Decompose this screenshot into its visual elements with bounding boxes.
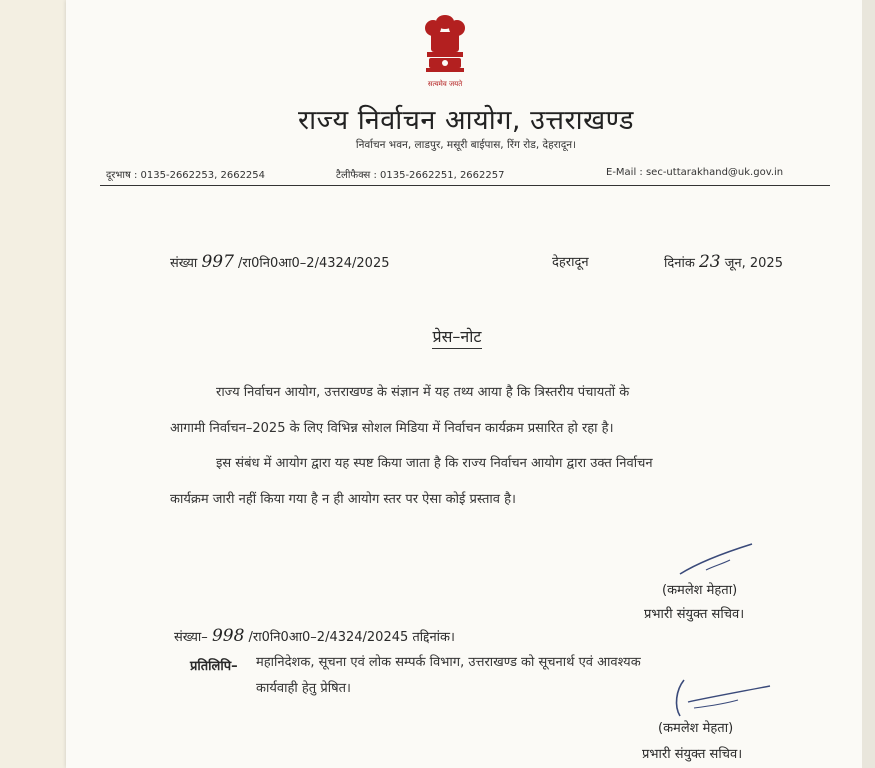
copy-reference-number bbox=[174, 626, 455, 646]
date-month-year: जून, 2025 bbox=[724, 256, 783, 271]
reference2-label: संख्या– bbox=[174, 630, 208, 645]
organization-address: निर्वाचन भवन, लाडपुर, मसूरी बाईपास, रिंग रोड, देहरादून। bbox=[355, 139, 577, 151]
page-edge-strip bbox=[862, 0, 875, 768]
date-handwritten-day: 23 bbox=[698, 252, 721, 272]
phone-numbers: दूरभाष : 0135-2662253, 2662254 bbox=[106, 170, 266, 181]
reference2-code: /रा0नि0आ0–2/4324/20245 तद्दिनांक। bbox=[248, 630, 455, 645]
reference-handwritten-number: 997 bbox=[201, 252, 234, 272]
paragraph-line: राज्य निर्वाचन आयोग, उत्तराखण्ड के संज्ञान में यह तथ्य आया है कि त्रिस्तरीय पंचायतों के bbox=[216, 385, 630, 400]
organization-title: राज्य निर्वाचन आयोग, उत्तराखण्ड bbox=[298, 105, 634, 136]
signature-mark bbox=[666, 676, 776, 724]
date-label: दिनांक bbox=[664, 256, 695, 271]
issue-place: देहरादून bbox=[552, 255, 589, 270]
copy-line: कार्यवाही हेतु प्रेषित। bbox=[256, 681, 351, 696]
copy-line: महानिदेशक, सूचना एवं लोक सम्पर्क विभाग, उत्तराखण्ड को सूचनार्थ एवं आवश्यक bbox=[256, 655, 641, 670]
reference-label: संख्या bbox=[170, 256, 198, 271]
reference-number bbox=[170, 252, 390, 272]
letter-page bbox=[66, 0, 862, 768]
emblem-motto: सत्यमेव जयते bbox=[427, 80, 463, 88]
paragraph-line: इस संबंध में आयोग द्वारा यह स्पष्ट किया जाता है कि राज्य निर्वाचन आयोग द्वारा उक्त निर्वाचन bbox=[216, 456, 653, 471]
copy-to-label: प्रतिलिपि– bbox=[190, 659, 238, 674]
body-paragraph-2 bbox=[170, 446, 830, 518]
signatory-name: (कमलेश मेहता) bbox=[658, 721, 734, 736]
paragraph-line: कार्यक्रम जारी नहीं किया गया है न ही आयोग स्तर पर ऐसा कोई प्रस्ताव है। bbox=[170, 492, 516, 507]
fax-numbers: टैलीफैक्स : 0135-2662251, 2662257 bbox=[336, 170, 505, 181]
email-address: E-Mail : sec-uttarakhand@uk.gov.in bbox=[606, 167, 784, 178]
reference2-handwritten-number: 998 bbox=[211, 626, 245, 646]
press-note-title: प्रेस–नोट bbox=[432, 327, 481, 349]
reference-code: /रा0नि0आ0–2/4324/2025 bbox=[238, 256, 390, 271]
paragraph-line: आगामी निर्वाचन–2025 के लिए विभिन्न सोशल मिडिया में निर्वाचन कार्यक्रम प्रसारित हो रहा है। bbox=[170, 421, 614, 436]
signature-mark bbox=[676, 540, 756, 580]
issue-date bbox=[664, 252, 783, 272]
header-divider bbox=[100, 185, 830, 186]
body-paragraph-1 bbox=[170, 375, 830, 447]
signatory-name: (कमलेश मेहता) bbox=[662, 583, 738, 598]
document-heading bbox=[372, 325, 542, 347]
signatory-designation: प्रभारी संयुक्त सचिव। bbox=[642, 747, 743, 762]
signatory-designation: प्रभारी संयुक्त सचिव। bbox=[644, 607, 745, 622]
